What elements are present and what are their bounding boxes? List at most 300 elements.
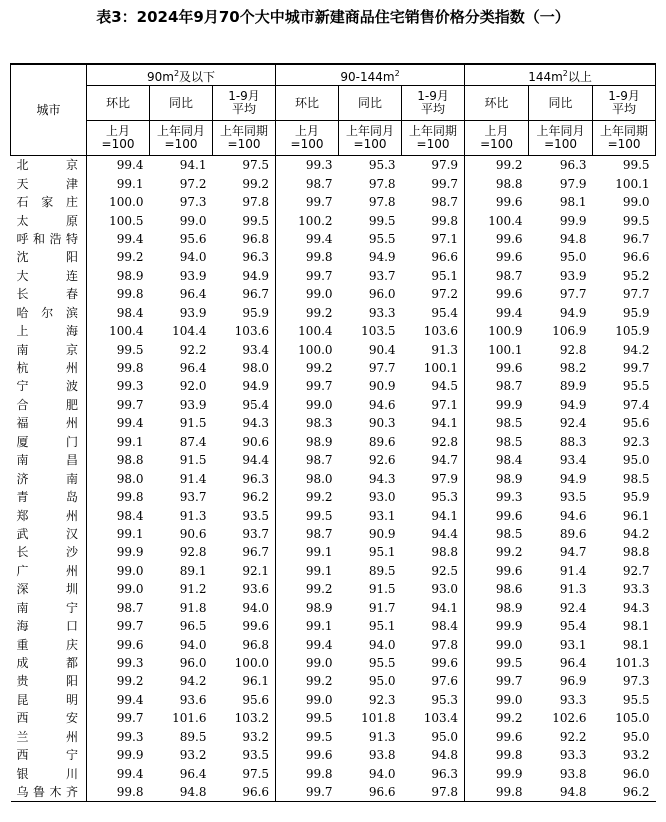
index-value: 99.6 <box>465 359 529 377</box>
index-value: 94.1 <box>431 600 459 615</box>
index-value: 96.2 <box>593 783 656 802</box>
index-value: 96.6 <box>339 783 402 802</box>
city-header: 城市 <box>11 64 87 156</box>
base-header-2-1 <box>529 121 593 156</box>
index-value: 97.2 <box>179 176 207 191</box>
index-value: 91.3 <box>559 582 587 597</box>
index-value: 99.0 <box>276 285 339 303</box>
index-value: 94.9 <box>559 305 587 320</box>
index-value: 99.7 <box>116 397 144 412</box>
index-value: 95.5 <box>368 231 396 246</box>
city-name: 乌鲁木齐 <box>11 783 87 802</box>
city-name: 呼和浩特 <box>11 230 87 248</box>
index-value: 93.7 <box>368 268 396 283</box>
index-value: 99.9 <box>559 213 587 228</box>
index-value: 98.6 <box>465 580 529 598</box>
index-value: 92.2 <box>559 729 587 744</box>
base-header-period: 上年同期 <box>220 124 269 138</box>
index-value: 98.4 <box>116 508 144 523</box>
index-value: 94.7 <box>559 545 587 560</box>
base-header-value: =100 <box>101 137 135 151</box>
index-value: 93.1 <box>559 637 587 652</box>
group-header-medium-sup: 2 <box>394 68 400 78</box>
index-value: 93.0 <box>431 582 459 597</box>
index-value: 96.3 <box>431 766 459 781</box>
index-value: 95.9 <box>622 490 650 505</box>
table-row <box>11 746 656 764</box>
city-name: 银川 <box>11 764 87 782</box>
index-value: 94.6 <box>368 397 396 412</box>
table-row <box>11 340 656 358</box>
index-value: 94.0 <box>179 637 207 652</box>
index-value: 99.0 <box>465 691 529 709</box>
index-value: 98.0 <box>276 469 339 487</box>
city-name: 南宁 <box>11 599 87 617</box>
index-value: 95.6 <box>242 692 270 707</box>
base-header-1-2 <box>402 121 465 156</box>
index-value: 89.5 <box>179 729 207 744</box>
index-value: 96.7 <box>242 287 270 302</box>
index-value: 99.4 <box>116 158 144 173</box>
city-name: 海口 <box>11 617 87 635</box>
index-value: 99.2 <box>276 359 339 377</box>
city-name: 合肥 <box>11 396 87 414</box>
index-value: 96.4 <box>179 287 207 302</box>
index-value: 100.0 <box>109 195 144 210</box>
base-header-value: =100 <box>480 137 514 151</box>
index-value: 91.8 <box>179 600 207 615</box>
index-value: 98.8 <box>465 174 529 192</box>
index-value: 94.4 <box>242 453 270 468</box>
index-value: 94.7 <box>431 453 459 468</box>
index-value: 96.7 <box>622 231 650 246</box>
index-value: 101.6 <box>172 711 207 726</box>
index-value: 91.5 <box>368 582 396 597</box>
group-header-large <box>465 64 656 86</box>
index-value: 99.1 <box>116 526 144 541</box>
index-value: 99.4 <box>276 230 339 248</box>
index-value: 96.6 <box>431 250 459 265</box>
index-value: 94.0 <box>368 766 396 781</box>
index-value: 105.9 <box>615 324 650 339</box>
index-value: 93.9 <box>179 305 207 320</box>
index-value: 97.6 <box>431 674 459 689</box>
subheader-mom-2: 环比 <box>465 86 529 121</box>
index-value: 99.6 <box>242 619 270 634</box>
base-header-value: =100 <box>290 137 324 151</box>
index-value: 100.9 <box>465 322 529 340</box>
index-value: 99.5 <box>242 213 270 228</box>
index-value: 93.2 <box>179 748 207 763</box>
index-value: 98.1 <box>622 619 650 634</box>
index-value: 96.6 <box>622 250 650 265</box>
city-name: 北京 <box>11 156 87 175</box>
city-name: 贵阳 <box>11 672 87 690</box>
table-row <box>11 451 656 469</box>
table-row <box>11 764 656 782</box>
index-value: 99.6 <box>465 562 529 580</box>
index-value: 98.7 <box>431 195 459 210</box>
index-value: 97.8 <box>368 195 396 210</box>
subheader-mom-0: 环比 <box>87 86 150 121</box>
group-header-medium <box>276 64 465 86</box>
index-value: 96.0 <box>622 766 650 781</box>
city-name: 宁波 <box>11 377 87 395</box>
subheader-yoy-0: 同比 <box>150 86 213 121</box>
index-value: 97.7 <box>622 287 650 302</box>
index-value: 98.8 <box>431 545 459 560</box>
index-value: 99.2 <box>276 672 339 690</box>
base-header-2-2 <box>593 121 656 156</box>
index-value: 99.9 <box>116 545 144 560</box>
index-value: 96.7 <box>242 545 270 560</box>
index-value: 99.4 <box>116 231 144 246</box>
base-header-1-0 <box>276 121 339 156</box>
table-row <box>11 691 656 709</box>
base-header-period: 上年同月 <box>536 124 585 138</box>
index-value: 95.9 <box>242 305 270 320</box>
index-value: 99.2 <box>276 488 339 506</box>
index-value: 95.5 <box>368 656 396 671</box>
index-value: 99.0 <box>276 691 339 709</box>
subheader-avg-1 <box>402 86 465 121</box>
index-value: 94.0 <box>242 600 270 615</box>
index-value: 91.5 <box>179 416 207 431</box>
index-value: 100.2 <box>276 211 339 229</box>
index-value: 103.5 <box>361 324 396 339</box>
index-value: 99.9 <box>116 748 144 763</box>
subheader-avg-label: 平均 <box>612 102 637 116</box>
base-header-2-0 <box>465 121 529 156</box>
index-value: 93.9 <box>559 268 587 283</box>
index-value: 96.4 <box>559 656 587 671</box>
index-value: 97.8 <box>402 783 465 802</box>
index-value: 99.2 <box>242 176 270 191</box>
index-value: 99.3 <box>465 488 529 506</box>
index-value: 93.6 <box>242 582 270 597</box>
table-row <box>11 322 656 340</box>
index-value: 96.5 <box>179 619 207 634</box>
index-value: 92.8 <box>179 545 207 560</box>
table-row <box>11 525 656 543</box>
index-value: 95.6 <box>622 416 650 431</box>
index-value: 99.0 <box>276 654 339 672</box>
index-value: 99.0 <box>276 396 339 414</box>
city-name: 郑州 <box>11 506 87 524</box>
index-value: 99.5 <box>465 654 529 672</box>
table-row <box>11 414 656 432</box>
base-header-period: 上月 <box>105 124 130 138</box>
index-value: 94.2 <box>179 674 207 689</box>
table-title: 表3：2024年9月70个大中城市新建商品住宅销售价格分类指数（一） <box>96 8 570 26</box>
index-value: 91.4 <box>559 563 587 578</box>
index-value: 99.6 <box>465 728 529 746</box>
index-value: 93.3 <box>622 582 650 597</box>
index-value: 98.5 <box>465 433 529 451</box>
index-value: 100.1 <box>423 361 459 376</box>
index-value: 97.2 <box>431 287 459 302</box>
index-value: 99.7 <box>431 176 459 191</box>
table-row <box>11 174 656 192</box>
subheader-yoy-2: 同比 <box>529 86 593 121</box>
index-value: 87.4 <box>179 434 207 449</box>
group-header-small <box>87 64 276 86</box>
index-value: 99.2 <box>276 580 339 598</box>
index-value: 101.3 <box>615 656 650 671</box>
index-value: 96.8 <box>242 637 270 652</box>
index-value: 95.0 <box>431 729 459 744</box>
table-row <box>11 488 656 506</box>
city-name: 南昌 <box>11 451 87 469</box>
index-value: 97.7 <box>559 287 587 302</box>
base-header-value: =100 <box>416 137 450 151</box>
index-value: 99.3 <box>116 729 144 744</box>
index-value: 94.1 <box>431 416 459 431</box>
index-value: 99.3 <box>276 156 339 175</box>
index-value: 98.4 <box>431 619 459 634</box>
index-value: 103.6 <box>423 324 459 339</box>
base-header-0-0 <box>87 121 150 156</box>
city-name: 成都 <box>11 654 87 672</box>
index-value: 97.4 <box>622 397 650 412</box>
index-value: 96.0 <box>368 287 396 302</box>
table-row <box>11 304 656 322</box>
index-value: 99.7 <box>465 672 529 690</box>
index-value: 90.6 <box>179 526 207 541</box>
index-value: 93.7 <box>179 490 207 505</box>
index-value: 99.6 <box>276 746 339 764</box>
index-value: 99.2 <box>465 156 529 175</box>
index-value: 94.2 <box>622 342 650 357</box>
group-header-large-sup: 2 <box>562 68 568 78</box>
subheader-avg-2 <box>593 86 656 121</box>
index-value: 91.4 <box>179 471 207 486</box>
index-value: 94.8 <box>431 748 459 763</box>
base-header-period: 上年同期 <box>409 124 458 138</box>
index-value: 92.5 <box>431 563 459 578</box>
index-value: 95.4 <box>431 305 459 320</box>
table-row <box>11 193 656 211</box>
index-value: 95.3 <box>431 692 459 707</box>
index-value: 99.0 <box>179 213 207 228</box>
base-header-value: =100 <box>353 137 387 151</box>
index-value: 95.1 <box>431 268 459 283</box>
index-value: 99.1 <box>276 562 339 580</box>
index-value: 95.9 <box>622 305 650 320</box>
index-value: 99.7 <box>622 361 650 376</box>
index-value: 98.5 <box>465 414 529 432</box>
index-value: 94.0 <box>368 637 396 652</box>
index-value: 89.6 <box>368 434 396 449</box>
subheader-yoy-1: 同比 <box>339 86 402 121</box>
index-value: 95.5 <box>622 692 650 707</box>
table-row <box>11 709 656 727</box>
table-row <box>11 267 656 285</box>
index-value: 97.9 <box>559 176 587 191</box>
index-value: 96.3 <box>559 158 587 173</box>
index-value: 97.3 <box>622 674 650 689</box>
index-value: 93.3 <box>368 305 396 320</box>
city-name: 重庆 <box>11 635 87 653</box>
subheader-avg-label: 平均 <box>421 102 446 116</box>
index-value: 89.1 <box>179 563 207 578</box>
group-header-small-base: 90m <box>146 69 174 84</box>
index-value: 99.7 <box>116 711 144 726</box>
index-value: 99.1 <box>116 434 144 449</box>
index-value: 94.2 <box>622 526 650 541</box>
index-value: 99.5 <box>276 709 339 727</box>
table-row <box>11 635 656 653</box>
index-value: 98.7 <box>276 525 339 543</box>
index-value: 99.7 <box>276 783 339 802</box>
index-value: 98.5 <box>465 525 529 543</box>
index-value: 97.8 <box>242 195 270 210</box>
index-value: 94.8 <box>559 231 587 246</box>
index-value: 95.1 <box>368 619 396 634</box>
index-value: 99.8 <box>276 248 339 266</box>
index-value: 97.5 <box>242 158 270 173</box>
index-value: 99.2 <box>116 250 144 265</box>
index-value: 99.5 <box>116 342 144 357</box>
index-value: 96.4 <box>179 361 207 376</box>
group-header-medium-base: 90-144m <box>340 69 395 84</box>
index-value: 103.4 <box>423 711 459 726</box>
index-value: 93.9 <box>179 268 207 283</box>
city-name: 石家庄 <box>11 193 87 211</box>
index-value: 95.1 <box>368 545 396 560</box>
index-value: 99.8 <box>276 764 339 782</box>
index-value: 99.6 <box>116 637 144 652</box>
index-value: 99.7 <box>276 377 339 395</box>
index-value: 93.8 <box>368 748 396 763</box>
index-value: 92.7 <box>622 563 650 578</box>
index-value: 94.8 <box>150 783 213 802</box>
index-value: 98.7 <box>116 600 144 615</box>
index-value: 105.0 <box>615 711 650 726</box>
index-value: 95.3 <box>431 490 459 505</box>
city-name: 青岛 <box>11 488 87 506</box>
index-value: 90.6 <box>242 434 270 449</box>
index-value: 93.0 <box>368 490 396 505</box>
index-value: 99.4 <box>116 692 144 707</box>
base-header-value: =100 <box>164 137 198 151</box>
index-value: 100.1 <box>615 176 650 191</box>
index-value: 98.4 <box>465 451 529 469</box>
index-value: 98.9 <box>276 433 339 451</box>
index-value: 100.1 <box>465 340 529 358</box>
index-value: 90.3 <box>368 416 396 431</box>
index-value: 99.6 <box>431 656 459 671</box>
index-value: 95.0 <box>622 729 650 744</box>
index-value: 96.1 <box>622 508 650 523</box>
table-row <box>11 433 656 451</box>
table-row <box>11 156 656 175</box>
city-name: 上海 <box>11 322 87 340</box>
index-value: 93.8 <box>559 766 587 781</box>
city-name: 沈阳 <box>11 248 87 266</box>
base-header-value: =100 <box>607 137 641 151</box>
group-header-small-suffix: 及以下 <box>179 69 216 84</box>
index-value: 92.6 <box>368 453 396 468</box>
subheader-avg-period: 1-9月 <box>228 89 260 103</box>
city-name: 大连 <box>11 267 87 285</box>
index-value: 90.9 <box>368 379 396 394</box>
index-value: 96.2 <box>242 490 270 505</box>
city-name: 长春 <box>11 285 87 303</box>
index-value: 91.5 <box>179 453 207 468</box>
table-row <box>11 377 656 395</box>
index-value: 95.6 <box>179 231 207 246</box>
subheader-avg-period: 1-9月 <box>417 89 449 103</box>
index-value: 94.9 <box>242 379 270 394</box>
subheader-avg-label: 平均 <box>232 102 257 116</box>
table-row <box>11 562 656 580</box>
index-value: 98.2 <box>559 361 587 376</box>
index-value: 99.1 <box>116 176 144 191</box>
table-row <box>11 396 656 414</box>
index-value: 89.5 <box>368 563 396 578</box>
index-value: 93.6 <box>179 692 207 707</box>
index-value: 97.1 <box>431 231 459 246</box>
index-value: 97.9 <box>431 471 459 486</box>
index-value: 97.7 <box>368 361 396 376</box>
index-value: 94.3 <box>368 471 396 486</box>
index-value: 96.9 <box>559 674 587 689</box>
index-value: 98.9 <box>116 268 144 283</box>
index-value: 90.4 <box>368 342 396 357</box>
index-value: 93.4 <box>559 453 587 468</box>
index-value: 99.8 <box>465 746 529 764</box>
city-name: 兰州 <box>11 728 87 746</box>
index-value: 99.1 <box>276 617 339 635</box>
index-value: 92.1 <box>242 563 270 578</box>
city-name: 厦门 <box>11 433 87 451</box>
table-row <box>11 248 656 266</box>
index-value: 99.6 <box>465 230 529 248</box>
table-row <box>11 469 656 487</box>
index-value: 99.4 <box>465 304 529 322</box>
index-value: 99.1 <box>276 543 339 561</box>
group-header-small-sup: 2 <box>173 68 180 78</box>
index-value: 98.7 <box>465 267 529 285</box>
index-value: 95.3 <box>368 158 396 173</box>
base-header-1-1 <box>339 121 402 156</box>
index-value: 95.5 <box>622 379 650 394</box>
table-row <box>11 230 656 248</box>
index-value: 95.2 <box>622 268 650 283</box>
table-row <box>11 211 656 229</box>
index-value: 93.9 <box>179 397 207 412</box>
base-header-0-2 <box>213 121 276 156</box>
index-value: 99.6 <box>465 285 529 303</box>
index-value: 95.0 <box>368 674 396 689</box>
index-value: 99.7 <box>116 619 144 634</box>
index-value: 100.4 <box>109 324 144 339</box>
index-value: 98.9 <box>276 599 339 617</box>
index-value: 99.2 <box>465 543 529 561</box>
table-row <box>11 783 656 802</box>
index-value: 99.5 <box>622 213 650 228</box>
index-value: 96.3 <box>242 471 270 486</box>
index-value: 94.9 <box>368 250 396 265</box>
index-value: 98.7 <box>276 174 339 192</box>
index-value: 91.3 <box>368 729 396 744</box>
index-value: 103.6 <box>234 324 270 339</box>
city-name: 杭州 <box>11 359 87 377</box>
index-value: 98.5 <box>622 471 650 486</box>
index-value: 96.3 <box>242 250 270 265</box>
base-header-0-1 <box>150 121 213 156</box>
